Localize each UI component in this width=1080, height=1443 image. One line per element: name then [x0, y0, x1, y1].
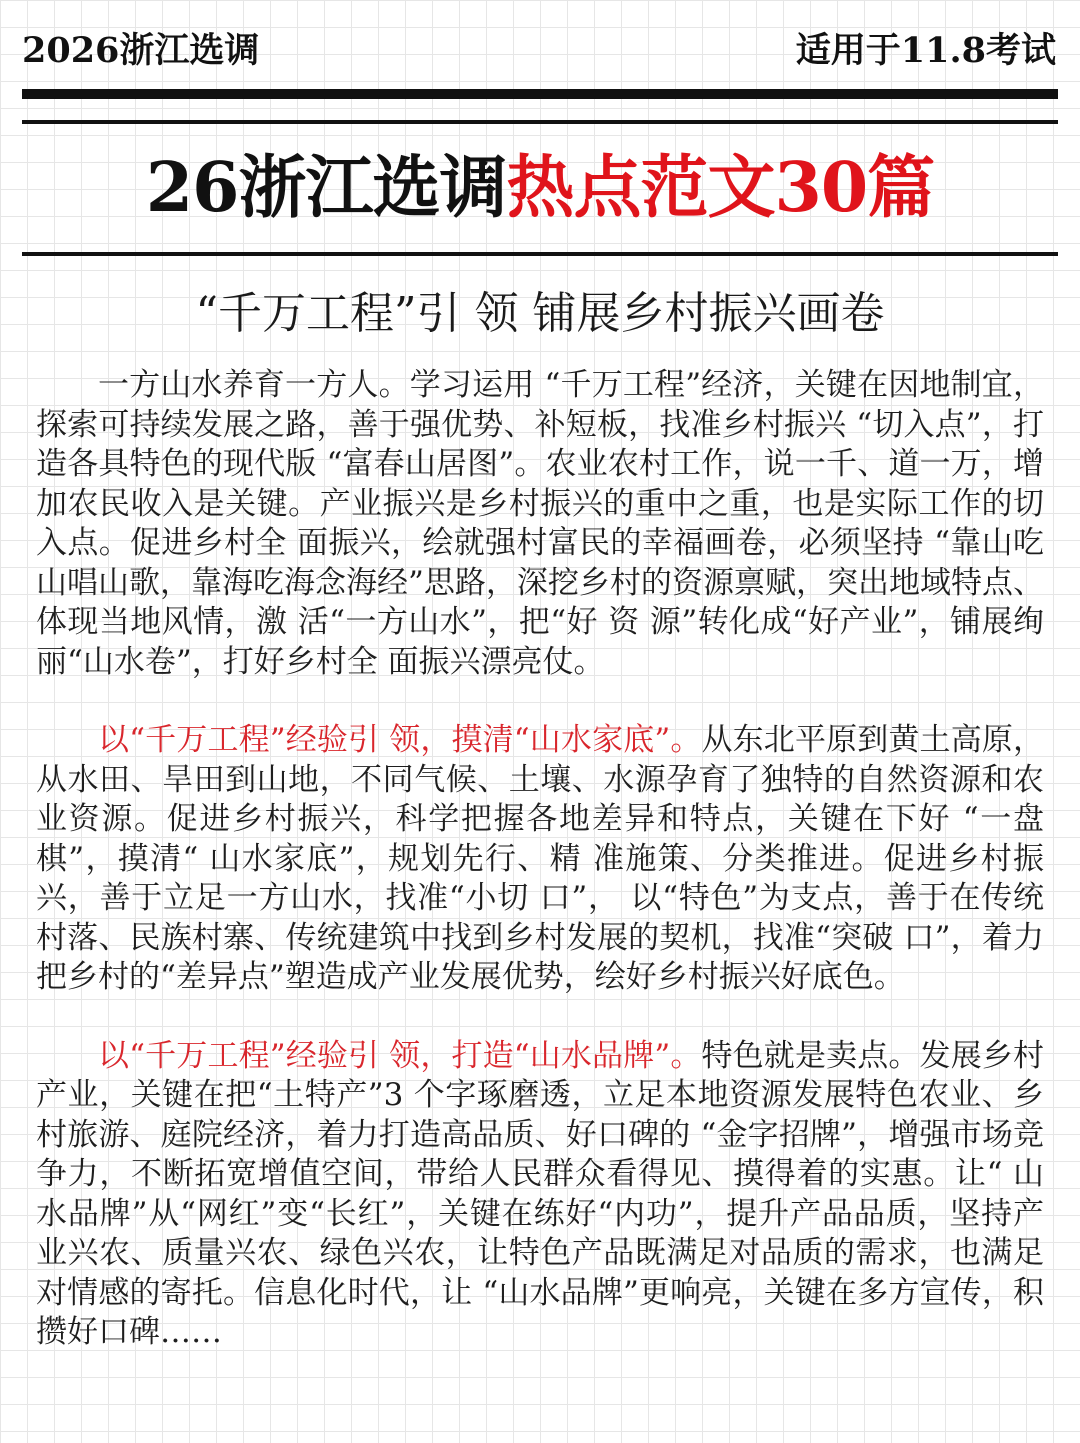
paragraph-1	[36, 366, 1044, 682]
paragraph-2-lead: 以“千万工程”经验引 领，摸清“山水家底”。	[98, 722, 702, 758]
paragraph-2	[36, 721, 1044, 998]
paragraph-3-body: 特色就是卖点。发展乡村产业，关键在把“土特产”3 个字琢磨透，立足本地资源发展特色农业、乡村旅游、庭院经济，着力打造高品质、好口碑的 “金字招牌”，增强市场竞争力，不断拓宽增值空间，带给人民群众看得见、摸得着的实惠。让“ 山水品牌”从“网红”变“长红”，关键在练好“内功”，提升产品品质，坚持产业兴农、质量兴农、绿色兴农，让特色产品既满足对品质的需求，也满足对情感的寄托。信息化时代，让 “山水品牌”更响亮，关键在多方宣传，积攒好口碑……	[36, 1037, 1044, 1350]
header-right-label: 适用于11.8考试	[795, 30, 1056, 71]
page-title-red-part: 热点范文30篇	[506, 148, 935, 228]
top-thin-divider	[22, 120, 1058, 124]
paragraph-3	[36, 1037, 1044, 1353]
paragraph-3-lead: 以“千万工程”经验引 领，打造“山水品牌”。	[98, 1037, 702, 1074]
title-bottom-divider	[22, 252, 1058, 256]
header-left-label: 2026浙江选调	[22, 30, 260, 71]
article-title: “千万工程”引 领 铺展乡村振兴画卷	[195, 288, 885, 339]
paragraph-1-body: 一方山水养育一方人。学习运用 “千万工程”经济，关键在因地制宜，探索可持续发展之路，善于强优势、补短板，找准乡村振兴 “切入点”，打造各具特色的现代版 “富春山居图”。农业农村工作，说一千、道一万，增加农民收入是关键。产业振兴是乡村振兴的重中之重，也是实际工作的切入点。促进乡村全 面振兴，绘就强村富民的幸福画卷，必须坚持 “靠山吃山唱山歌，靠海吃海念海经”思路，深挖乡村的资源禀赋，突出地域特点、体现当地风情，激 活“一方山水”，把“好 资 源”转化成“好产业”，铺展绚丽“山水卷”，打好乡村全 面振兴漂亮仗。	[36, 367, 1044, 680]
paragraph-2-body: 从东北平原到黄土高原，从水田、旱田到山地，不同气候、土壤、水源孕育了独特的自然资源和农业资源。促进乡村振兴，科学把握各地差异和特点，关键在下好 “一盘棋”，摸清“ 山水家底”，规划先行、精 准施策、分类推进。促进乡村振兴，善于立足一方山水，找准“小切 口”， 以“特色”为支点，善于在传统村落、民族村寨、传统建筑中找到乡村发展的契机，找准“突破 口”，着力把乡村的“差异点”塑造成产业发展优势，绘好乡村振兴好底色。	[36, 722, 1044, 995]
page-title-black-part: 26浙江选调	[145, 148, 507, 228]
top-bar	[22, 22, 1056, 74]
article-body	[36, 366, 1044, 1353]
top-thick-divider	[22, 89, 1058, 99]
page-title	[0, 138, 1080, 238]
